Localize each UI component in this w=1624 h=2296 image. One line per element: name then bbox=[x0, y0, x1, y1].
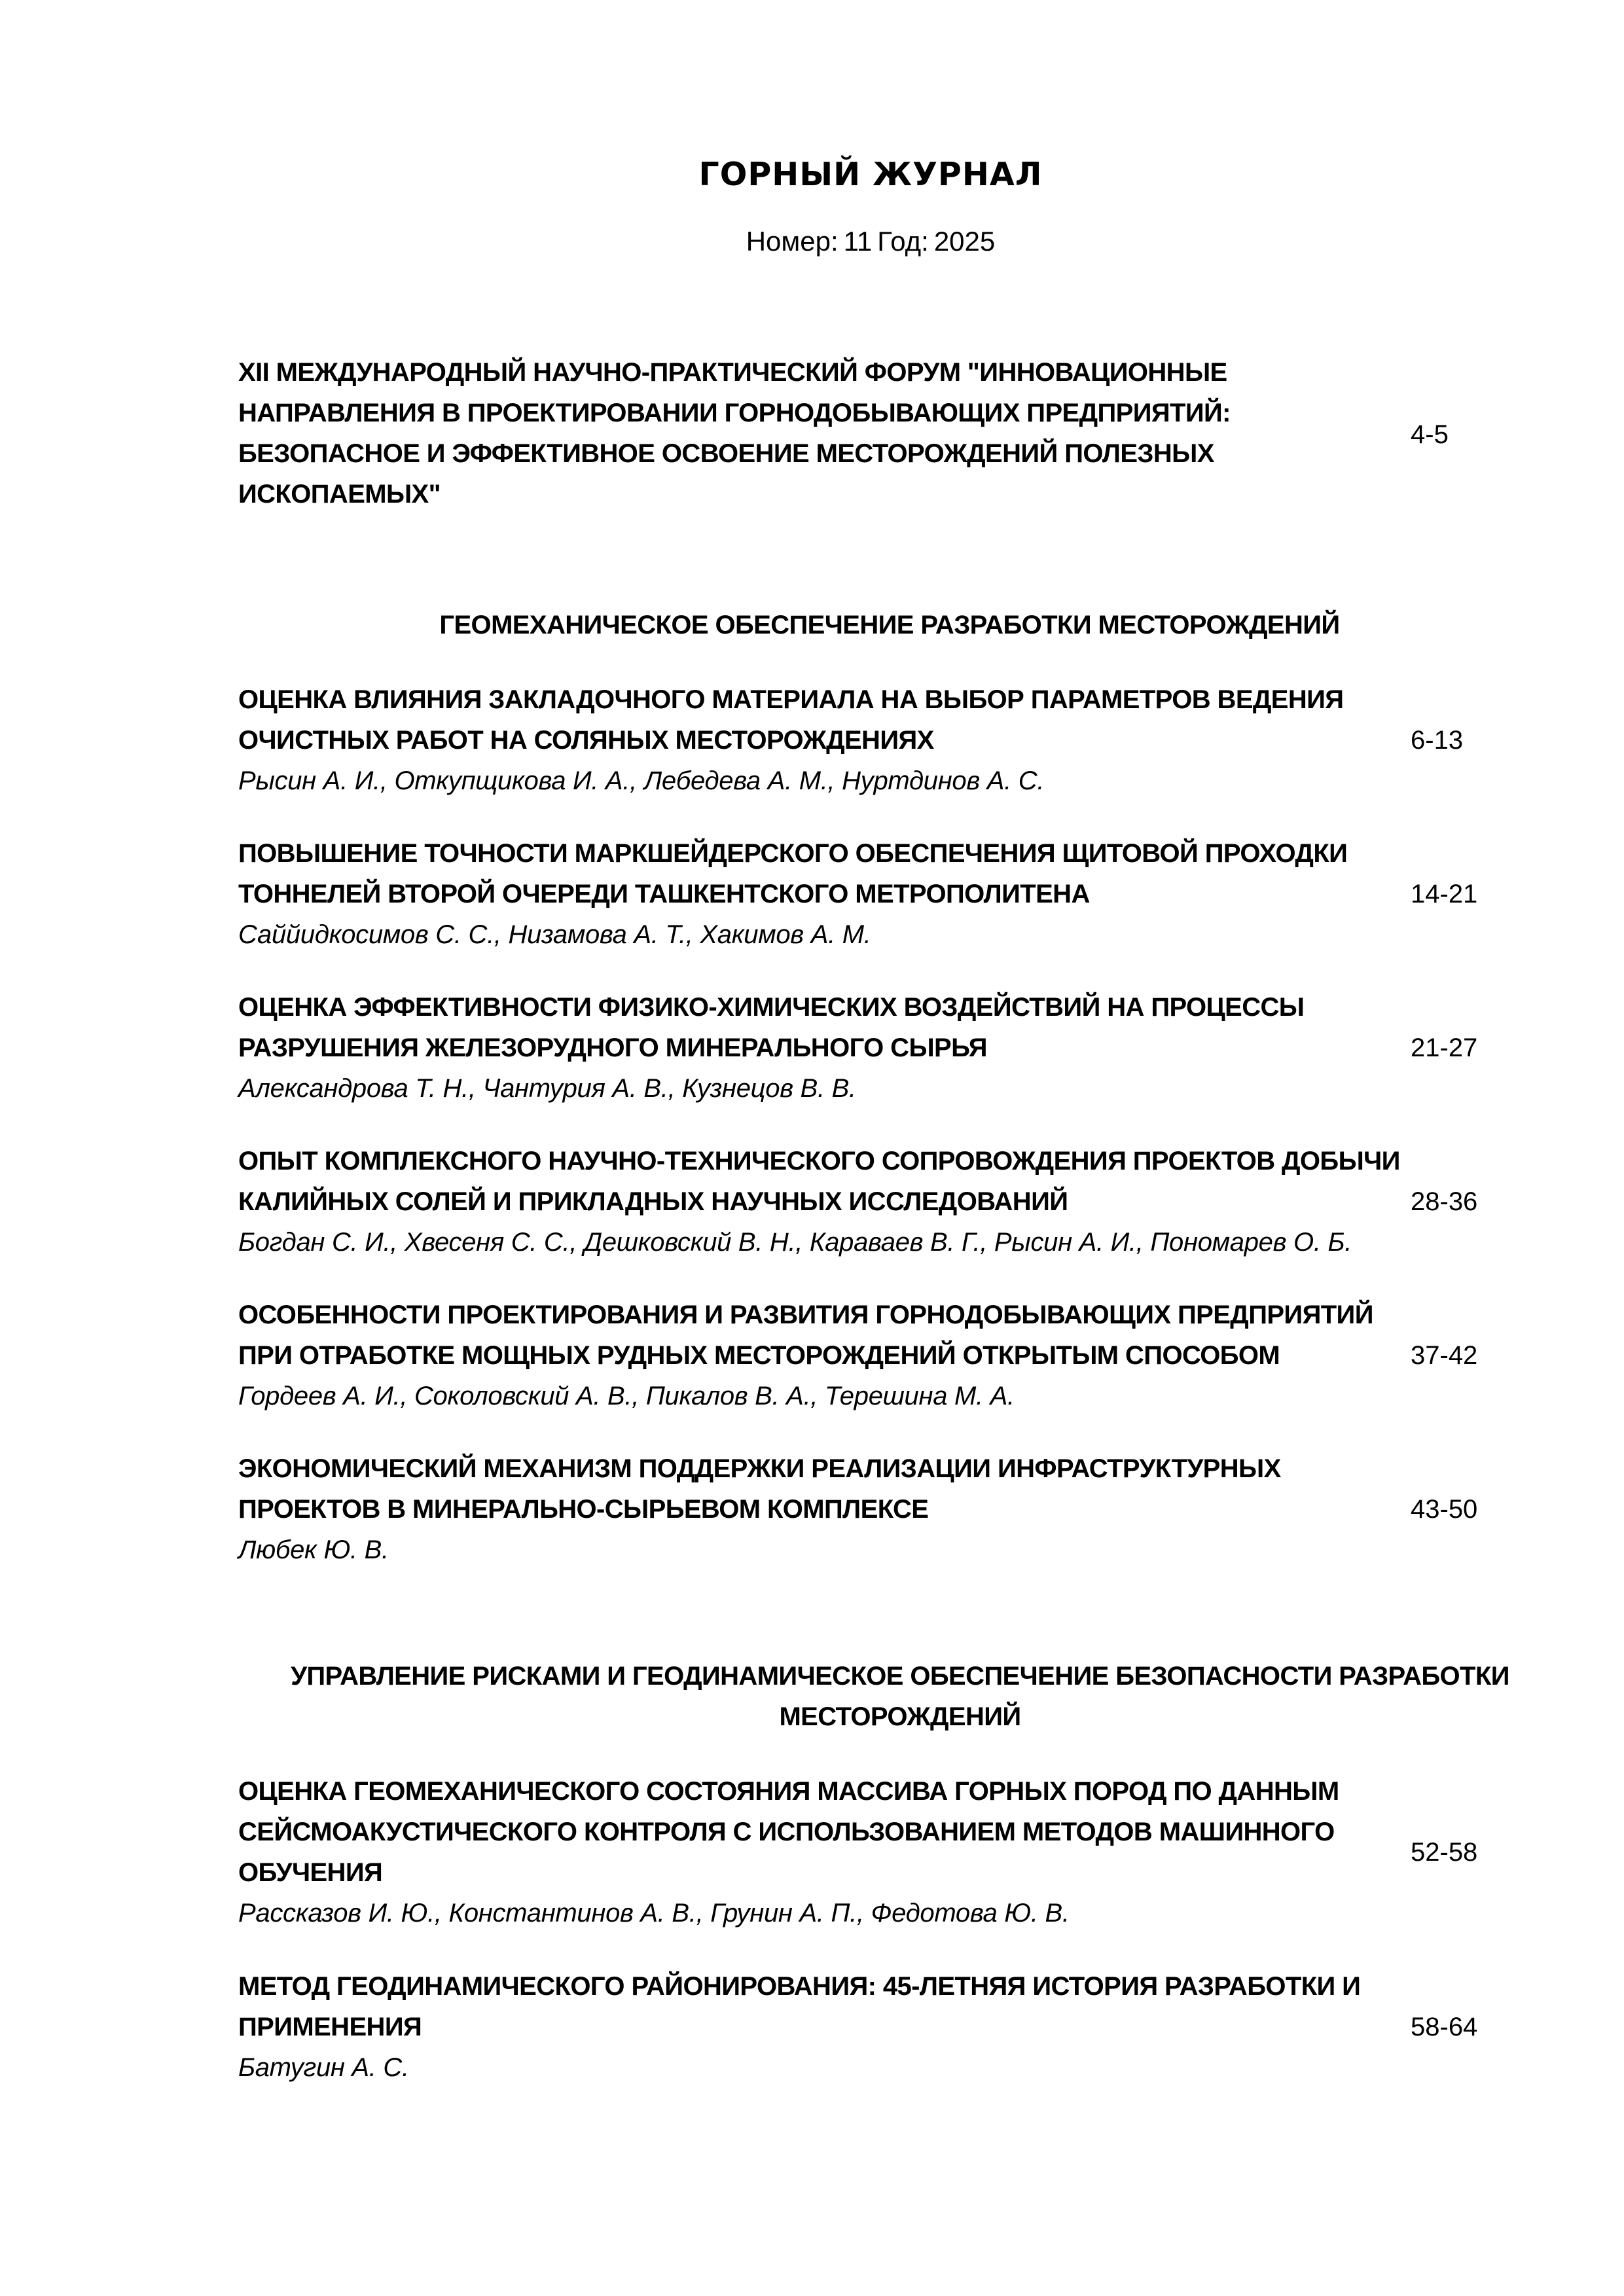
toc-entry[interactable] bbox=[238, 1295, 1410, 1416]
entry-title[interactable]: ОСОБЕННОСТИ ПРОЕКТИРОВАНИЯ И РАЗВИТИЯ ГОРНОДОБЫВАЮЩИХ ПРЕДПРИЯТИЙ ПРИ ОТРАБОТКЕ МОЩНЫХ РУДНЫХ МЕСТОРОЖДЕНИЙ ОТКРЫТЫМ СПОСОБОМ bbox=[238, 1300, 1373, 1370]
toc-entry-forum[interactable] bbox=[238, 352, 1410, 514]
entry-pages: 37-42 bbox=[1411, 1341, 1478, 1370]
section-heading: УПРАВЛЕНИЕ РИСКАМИ И ГЕОДИНАМИЧЕСКОЕ ОБЕСПЕЧЕНИЕ БЕЗОПАСНОСТИ РАЗРАБОТКИ МЕСТОРОЖДЕНИЙ bbox=[291, 1662, 1509, 1731]
toc-entry[interactable] bbox=[238, 1966, 1410, 2088]
toc-entry[interactable] bbox=[238, 987, 1410, 1109]
section-heading: ГЕОМЕХАНИЧЕСКОЕ ОБЕСПЕЧЕНИЕ РАЗРАБОТКИ МЕСТОРОЖДЕНИЙ bbox=[439, 611, 1340, 639]
entry-pages: 58-64 bbox=[1411, 2013, 1478, 2041]
entry-title[interactable]: ОЦЕНКА ГЕОМЕХАНИЧЕСКОГО СОСТОЯНИЯ МАССИВА ГОРНЫХ ПОРОД ПО ДАННЫМ СЕЙСМОАКУСТИЧЕСКОГО КОНТРОЛЯ С ИСПОЛЬЗОВАНИЕМ МЕТОДОВ МАШИННОГО ОБУЧЕНИЯ bbox=[238, 1777, 1339, 1887]
entry-title[interactable]: ОПЫТ КОМПЛЕКСНОГО НАУЧНО-ТЕХНИЧЕСКОГО СОПРОВОЖДЕНИЯ ПРОЕКТОВ ДОБЫЧИ КАЛИЙНЫХ СОЛЕЙ И ПРИКЛАДНЫХ НАУЧНЫХ ИССЛЕДОВАНИЙ bbox=[238, 1147, 1400, 1216]
toc-entry[interactable] bbox=[238, 833, 1410, 955]
entry-authors: Саййидкосимов С. С., Низамова А. Т., Хакимов А. М. bbox=[238, 920, 871, 949]
entry-title[interactable]: XII МЕЖДУНАРОДНЫЙ НАУЧНО-ПРАКТИЧЕСКИЙ ФОРУМ "ИННОВАЦИОННЫЕ НАПРАВЛЕНИЯ В ПРОЕКТИРОВАНИИ ГОРНОДОБЫВАЮЩИХ ПРЕДПРИЯТИЙ: БЕЗОПАСНОЕ И ЭФФЕКТИВНОЕ ОСВОЕНИЕ МЕСТОРОЖДЕНИЙ ПОЛЕЗНЫХ ИСКОПАЕМЫХ" bbox=[238, 358, 1231, 509]
toc-entry[interactable] bbox=[238, 1448, 1410, 1570]
entry-pages: 52-58 bbox=[1411, 1838, 1478, 1867]
entry-title[interactable]: ЭКОНОМИЧЕСКИЙ МЕХАНИЗМ ПОДДЕРЖКИ РЕАЛИЗАЦИИ ИНФРАСТРУКТУРНЫХ ПРОЕКТОВ В МИНЕРАЛЬНО-СЫРЬЕВОМ КОМПЛЕКСЕ bbox=[238, 1454, 1281, 1524]
entry-title[interactable]: ОЦЕНКА ВЛИЯНИЯ ЗАКЛАДОЧНОГО МАТЕРИАЛА НА ВЫБОР ПАРАМЕТРОВ ВЕДЕНИЯ ОЧИСТНЫХ РАБОТ НА СОЛЯНЫХ МЕСТОРОЖДЕНИЯХ bbox=[238, 685, 1344, 755]
entry-pages: 21-27 bbox=[1411, 1033, 1478, 1062]
entry-pages: 6-13 bbox=[1411, 726, 1464, 755]
entry-pages: 4-5 bbox=[1411, 420, 1449, 449]
entry-authors: Рысин А. И., Откупщикова И. А., Лебедева А. М., Нуртдинов А. С. bbox=[238, 766, 1045, 795]
entry-authors: Александрова Т. Н., Чантурия А. В., Кузнецов В. В. bbox=[238, 1074, 856, 1103]
issue-number: 11 bbox=[843, 226, 873, 257]
journal-title: ГОРНЫЙ ЖУРНАЛ bbox=[698, 156, 1043, 193]
entry-authors: Рассказов И. Ю., Константинов А. В., Грунин А. П., Федотова Ю. В. bbox=[238, 1899, 1070, 1928]
number-label: Номер: bbox=[746, 226, 839, 257]
entry-title[interactable]: ОЦЕНКА ЭФФЕКТИВНОСТИ ФИЗИКО-ХИМИЧЕСКИХ ВОЗДЕЙСТВИЙ НА ПРОЦЕССЫ РАЗРУШЕНИЯ ЖЕЛЕЗОРУДНОГО МИНЕРАЛЬНОГО СЫРЬЯ bbox=[238, 993, 1305, 1062]
toc-entry[interactable] bbox=[238, 1141, 1410, 1263]
entry-authors: Богдан С. И., Хвесеня С. С., Дешковский В. Н., Караваев В. Г., Рысин А. И., Пономарев О. Б. bbox=[238, 1228, 1352, 1257]
entry-title[interactable]: ПОВЫШЕНИЕ ТОЧНОСТИ МАРКШЕЙДЕРСКОГО ОБЕСПЕЧЕНИЯ ЩИТОВОЙ ПРОХОДКИ ТОННЕЛЕЙ ВТОРОЙ ОЧЕРЕДИ ТАШКЕНТСКОГО МЕТРОПОЛИТЕНА bbox=[238, 839, 1348, 908]
entry-pages: 43-50 bbox=[1411, 1495, 1478, 1524]
issue-year: 2025 bbox=[933, 226, 996, 257]
year-label: Год: bbox=[877, 226, 929, 257]
toc-entry[interactable] bbox=[238, 679, 1410, 801]
issue-line bbox=[0, 226, 1624, 257]
entry-title[interactable]: МЕТОД ГЕОДИНАМИЧЕСКОГО РАЙОНИРОВАНИЯ: 45-ЛЕТНЯЯ ИСТОРИЯ РАЗРАБОТКИ И ПРИМЕНЕНИЯ bbox=[238, 1972, 1361, 2041]
entry-authors: Гордеев А. И., Соколовский А. В., Пикалов В. А., Терешина М. А. bbox=[238, 1382, 1015, 1410]
toc-entry[interactable] bbox=[238, 1771, 1410, 1933]
entry-pages: 28-36 bbox=[1411, 1187, 1478, 1216]
entry-pages: 14-21 bbox=[1411, 880, 1478, 908]
entry-authors: Любек Ю. В. bbox=[238, 1535, 389, 1564]
entry-authors: Батугин А. С. bbox=[238, 2053, 409, 2082]
